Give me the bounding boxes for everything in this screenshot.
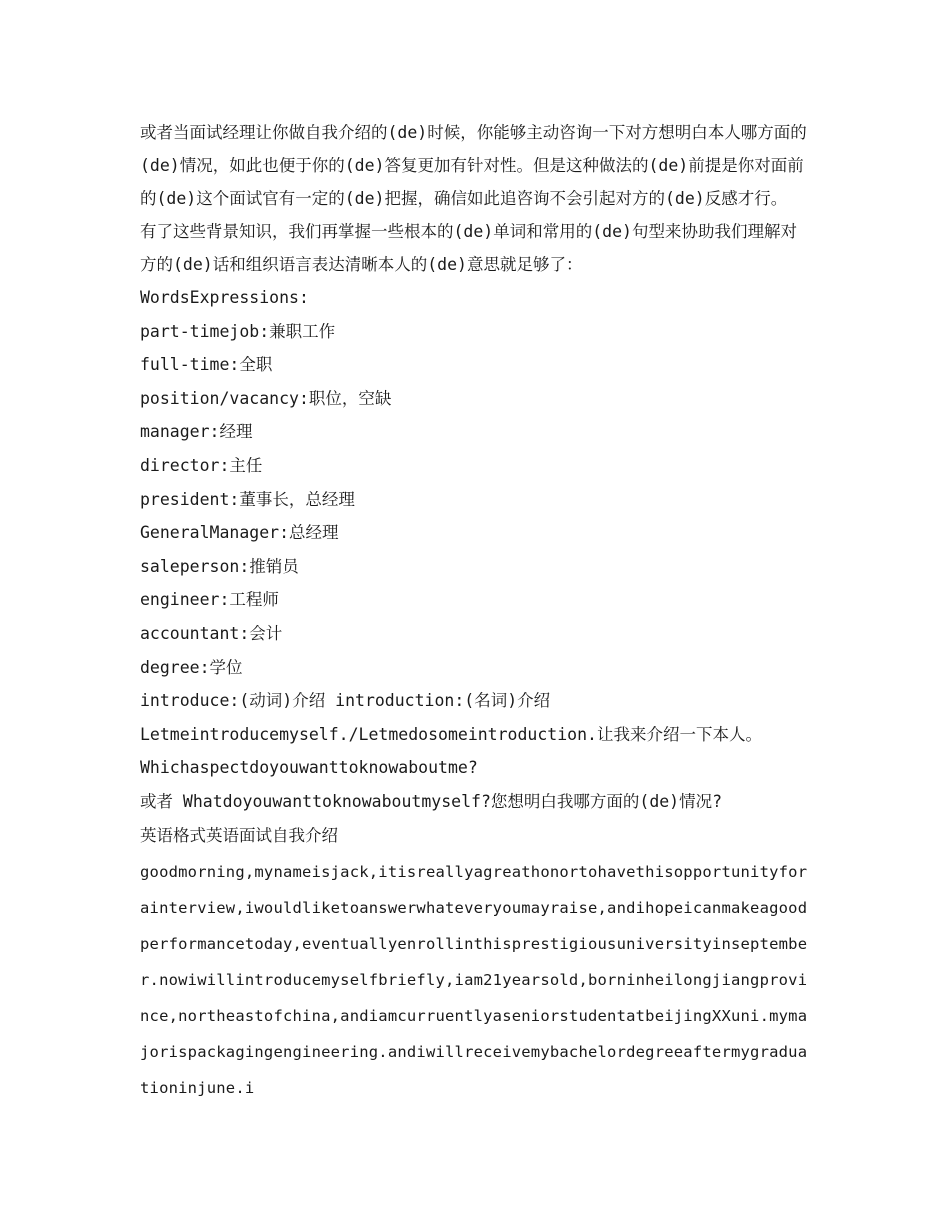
vocab-line: position/vacancy:职位，空缺 (140, 388, 392, 408)
vocab-line: degree:学位 (140, 657, 243, 677)
vocab-line: saleperson:推销员 (140, 556, 299, 576)
vocabulary-list (140, 315, 812, 853)
intro-paragraph: 或者当面试经理让你做自我介绍的(de)时候，你能够主动咨询一下对方想明白本人哪方面的(de)情况，如此也便于你的(de)答复更加有针对性。但是这种做法的(de)前提是你对面前的(de)这个面试官有一定的(de)把握，确信如此追咨询不会引起对方的(de)反感才行。 (140, 123, 807, 208)
vocab-line: manager:经理 (140, 422, 253, 442)
vocab-line: accountant:会计 (140, 623, 283, 643)
vocab-line: part-timejob:兼职工作 (140, 321, 336, 341)
self-introduction-essay: goodmorning,mynameisjack,itisreallyagreathonortohavethisopportunityforainterview,iwouldliketoanswerwhateveryoumayraise,andihopeicanmakeagoodperformancetoday,eventuallyenrollinthisprestigiousuniversityinseptember.nowiwillintroducemyselfbriefly,iam21yearsold,borninheilongjiangprovince,northeastofchina,andiamcurruentlyaseniorstudentatbeijingXXuni.mymajorispackagingengineering.andiwillreceivemybachelordegreeaftermygraduationinjune.i (140, 863, 808, 1098)
vocab-line: director:主任 (140, 455, 263, 475)
vocab-line: engineer:工程师 (140, 590, 279, 610)
background-paragraph: 有了这些背景知识，我们再掌握一些根本的(de)单词和常用的(de)句型来协助我们理解对方的(de)话和组织语言表达清晰本人的(de)意思就足够了： (140, 222, 797, 274)
vocab-line: Letmeintroducemyself./Letmedosomeintroduction.让我来介绍一下本人。 (140, 724, 762, 744)
words-heading: WordsExpressions: (140, 288, 309, 307)
vocab-line: president:董事长，总经理 (140, 489, 355, 509)
vocab-line: GeneralManager:总经理 (140, 523, 339, 543)
vocab-line: introduce:(动词)介绍 introduction:(名词)介绍 (140, 691, 551, 711)
vocab-line: Whichaspectdoyouwanttoknowaboutme? (140, 758, 478, 778)
vocab-line: full-time:全职 (140, 355, 273, 375)
vocab-line: 或者 Whatdoyouwanttoknowaboutmyself?您想明白我哪方面的(de)情况? (140, 791, 723, 811)
section-heading: 英语格式英语面试自我介绍 (140, 825, 338, 845)
